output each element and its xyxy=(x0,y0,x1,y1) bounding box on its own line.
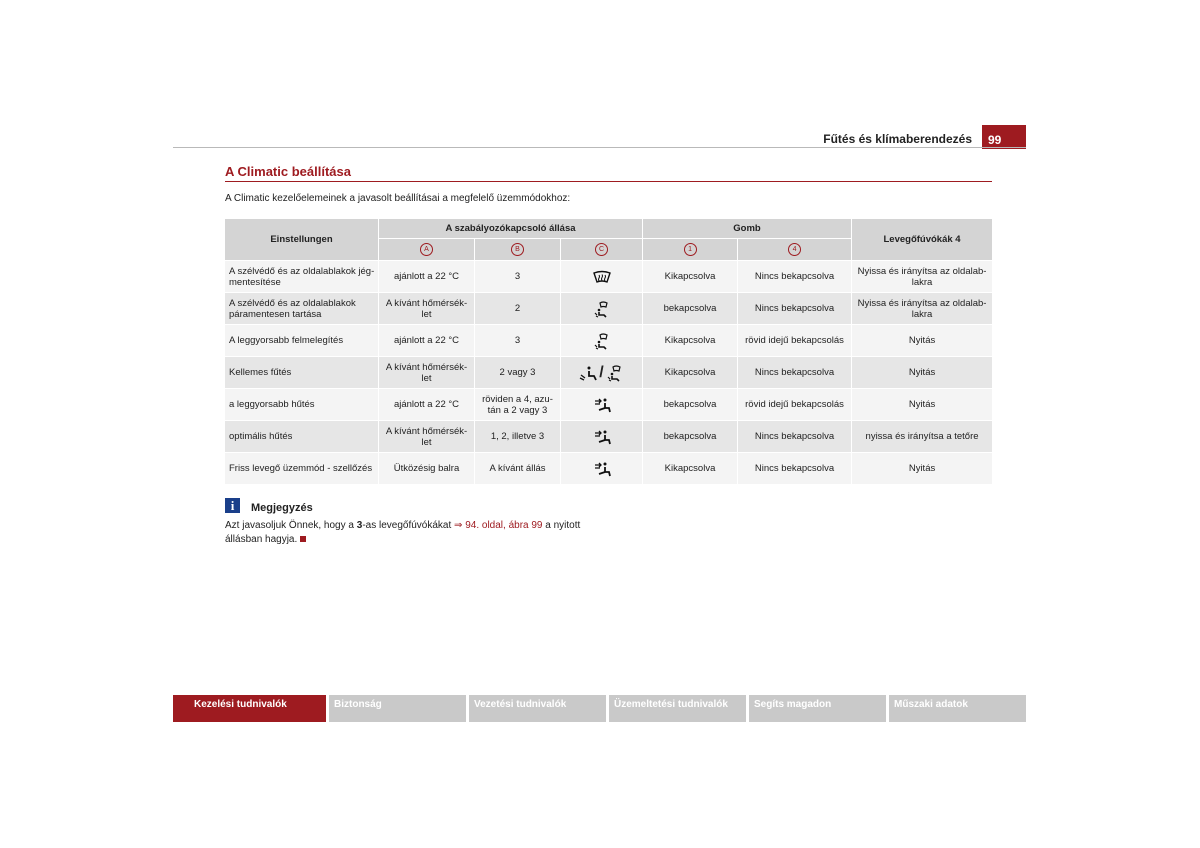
header-button-4 xyxy=(738,239,852,261)
cell-knob-c xyxy=(561,325,643,357)
cell-setting: A szélvédő és az oldalablakok jég-mentesítése xyxy=(225,261,379,293)
cell-knob-b: A kívánt állás xyxy=(475,453,561,485)
cell-air-vents: Nyitás xyxy=(852,389,993,421)
cell-knob-a: ajánlott a 22 °C xyxy=(379,389,475,421)
cell-button-4: Nincs bekapcsolva xyxy=(738,293,852,325)
note-text-after: a nyitott állásban hagyja. xyxy=(225,520,581,545)
note-title: Megjegyzés xyxy=(251,502,313,514)
cell-button-4: Nincs bekapcsolva xyxy=(738,357,852,389)
cell-knob-c xyxy=(561,453,643,485)
cell-setting: Kellemes fűtés xyxy=(225,357,379,389)
cell-knob-c xyxy=(561,261,643,293)
footer-navigation xyxy=(173,695,1026,722)
cell-knob-b: 3 xyxy=(475,261,561,293)
header-divider xyxy=(173,147,1026,148)
climatic-settings-table xyxy=(224,218,993,485)
cell-setting: A leggyorsabb felmelegítés xyxy=(225,325,379,357)
cell-knob-a: ajánlott a 22 °C xyxy=(379,261,475,293)
table-row xyxy=(225,261,993,293)
cell-button-4: Nincs bekapcsolva xyxy=(738,453,852,485)
windscreen-defrost-icon xyxy=(592,270,612,284)
cell-button-1: Kikapcsolva xyxy=(643,357,738,389)
header-button: Gomb xyxy=(643,219,852,239)
cell-setting: optimális hűtés xyxy=(225,421,379,453)
header-knob-a xyxy=(379,239,475,261)
header-knob-b xyxy=(475,239,561,261)
circle-label-c: C xyxy=(595,243,608,256)
circle-label-4: 4 xyxy=(788,243,801,256)
footer-tab-segits-magadon[interactable]: Segíts magadon xyxy=(749,695,886,722)
table-row xyxy=(225,357,993,389)
footer-tab-biztonsag[interactable]: Biztonság xyxy=(329,695,466,722)
footer-tab-muszaki-adatok[interactable]: Műszaki adatok xyxy=(889,695,1026,722)
table-row xyxy=(225,421,993,453)
section-title: A Climatic beállítása xyxy=(225,164,351,179)
cell-button-1: bekapcsolva xyxy=(643,293,738,325)
air-to-windscreen-and-feet-icon xyxy=(606,364,624,382)
cell-setting: A szélvédő és az oldalablakok páramentesen tartása xyxy=(225,293,379,325)
air-to-feet-icon xyxy=(579,364,597,382)
circle-label-b: B xyxy=(511,243,524,256)
cell-button-1: Kikapcsolva xyxy=(643,261,738,293)
cell-air-vents: Nyissa és irányítsa az oldalab-lakra xyxy=(852,293,993,325)
intro-text: A Climatic kezelőelemeinek a javasolt beállításai a megfelelő üzemmódokhoz: xyxy=(225,193,571,204)
cell-knob-b: 2 vagy 3 xyxy=(475,357,561,389)
cell-knob-c xyxy=(561,293,643,325)
cell-knob-b: 3 xyxy=(475,325,561,357)
cell-knob-a: A kívánt hőmérsék-let xyxy=(379,421,475,453)
header-settings: Einstellungen xyxy=(225,219,379,261)
cell-knob-b: 1, 2, illetve 3 xyxy=(475,421,561,453)
chapter-title: Fűtés és klímaberendezés xyxy=(823,132,972,146)
page-reference-arrow: ⇒ xyxy=(454,520,463,531)
header-air-vents: Levegőfúvókák 4 xyxy=(852,219,993,261)
air-to-windscreen-and-feet-icon xyxy=(593,300,611,318)
cell-air-vents: nyissa és irányítsa a tetőre xyxy=(852,421,993,453)
table-row xyxy=(225,389,993,421)
table-row xyxy=(225,293,993,325)
header-button-1 xyxy=(643,239,738,261)
cell-button-1: bekapcsolva xyxy=(643,389,738,421)
header-switch-position: A szabályozókapcsoló állása xyxy=(379,219,643,239)
page-number: 99 xyxy=(982,125,1026,149)
icon-separator: / xyxy=(599,363,604,381)
air-to-upper-body-icon xyxy=(593,460,611,478)
cell-button-4: Nincs bekapcsolva xyxy=(738,421,852,453)
cell-air-vents: Nyitás xyxy=(852,357,993,389)
cell-button-4: rövid idejű bekapcsolás xyxy=(738,389,852,421)
cell-knob-a: Ütközésig balra xyxy=(379,453,475,485)
cell-setting: Friss levegő üzemmód - szellőzés xyxy=(225,453,379,485)
table-row xyxy=(225,453,993,485)
cell-knob-b: röviden a 4, azu-tán a 2 vagy 3 xyxy=(475,389,561,421)
cell-setting: a leggyorsabb hűtés xyxy=(225,389,379,421)
cell-knob-a: A kívánt hőmérsék-let xyxy=(379,357,475,389)
cell-air-vents: Nyissa és irányítsa az oldalab-lakra xyxy=(852,261,993,293)
cell-knob-a: A kívánt hőmérsék-let xyxy=(379,293,475,325)
air-to-upper-body-icon xyxy=(593,428,611,446)
cell-knob-b: 2 xyxy=(475,293,561,325)
end-of-section-marker xyxy=(300,536,306,542)
air-to-windscreen-and-feet-icon xyxy=(593,332,611,350)
footer-tab-kezelesi-tudnivalok[interactable]: Kezelési tudnivalók xyxy=(173,695,326,722)
cell-air-vents: Nyitás xyxy=(852,453,993,485)
footer-tab-uzemeltetesi-tudnivalok[interactable]: Üzemeltetési tudnivalók xyxy=(609,695,746,722)
cell-button-1: bekapcsolva xyxy=(643,421,738,453)
table-row xyxy=(225,325,993,357)
footer-tab-vezetesi-tudnivalok[interactable]: Vezetési tudnivalók xyxy=(469,695,606,722)
note-text-mid: -as levegőfúvókákat xyxy=(362,520,455,531)
note-text xyxy=(225,519,585,547)
note-text-before: Azt javasoljuk Önnek, hogy a xyxy=(225,520,357,531)
header-knob-c xyxy=(561,239,643,261)
cell-button-1: Kikapcsolva xyxy=(643,325,738,357)
circle-label-a: A xyxy=(420,243,433,256)
cell-knob-c xyxy=(561,357,643,389)
cell-button-4: Nincs bekapcsolva xyxy=(738,261,852,293)
cell-knob-c xyxy=(561,389,643,421)
circle-label-1: 1 xyxy=(684,243,697,256)
cell-knob-a: ajánlott a 22 °C xyxy=(379,325,475,357)
note-text-bold: 3 xyxy=(356,520,363,531)
info-icon: i xyxy=(225,498,240,513)
air-to-upper-body-icon xyxy=(593,396,611,414)
cell-button-4: rövid idejű bekapcsolás xyxy=(738,325,852,357)
page-reference-link[interactable]: 94. oldal, ábra 99 xyxy=(462,520,543,531)
cell-air-vents: Nyitás xyxy=(852,325,993,357)
cell-knob-c xyxy=(561,421,643,453)
section-divider xyxy=(225,181,992,182)
cell-button-1: Kikapcsolva xyxy=(643,453,738,485)
